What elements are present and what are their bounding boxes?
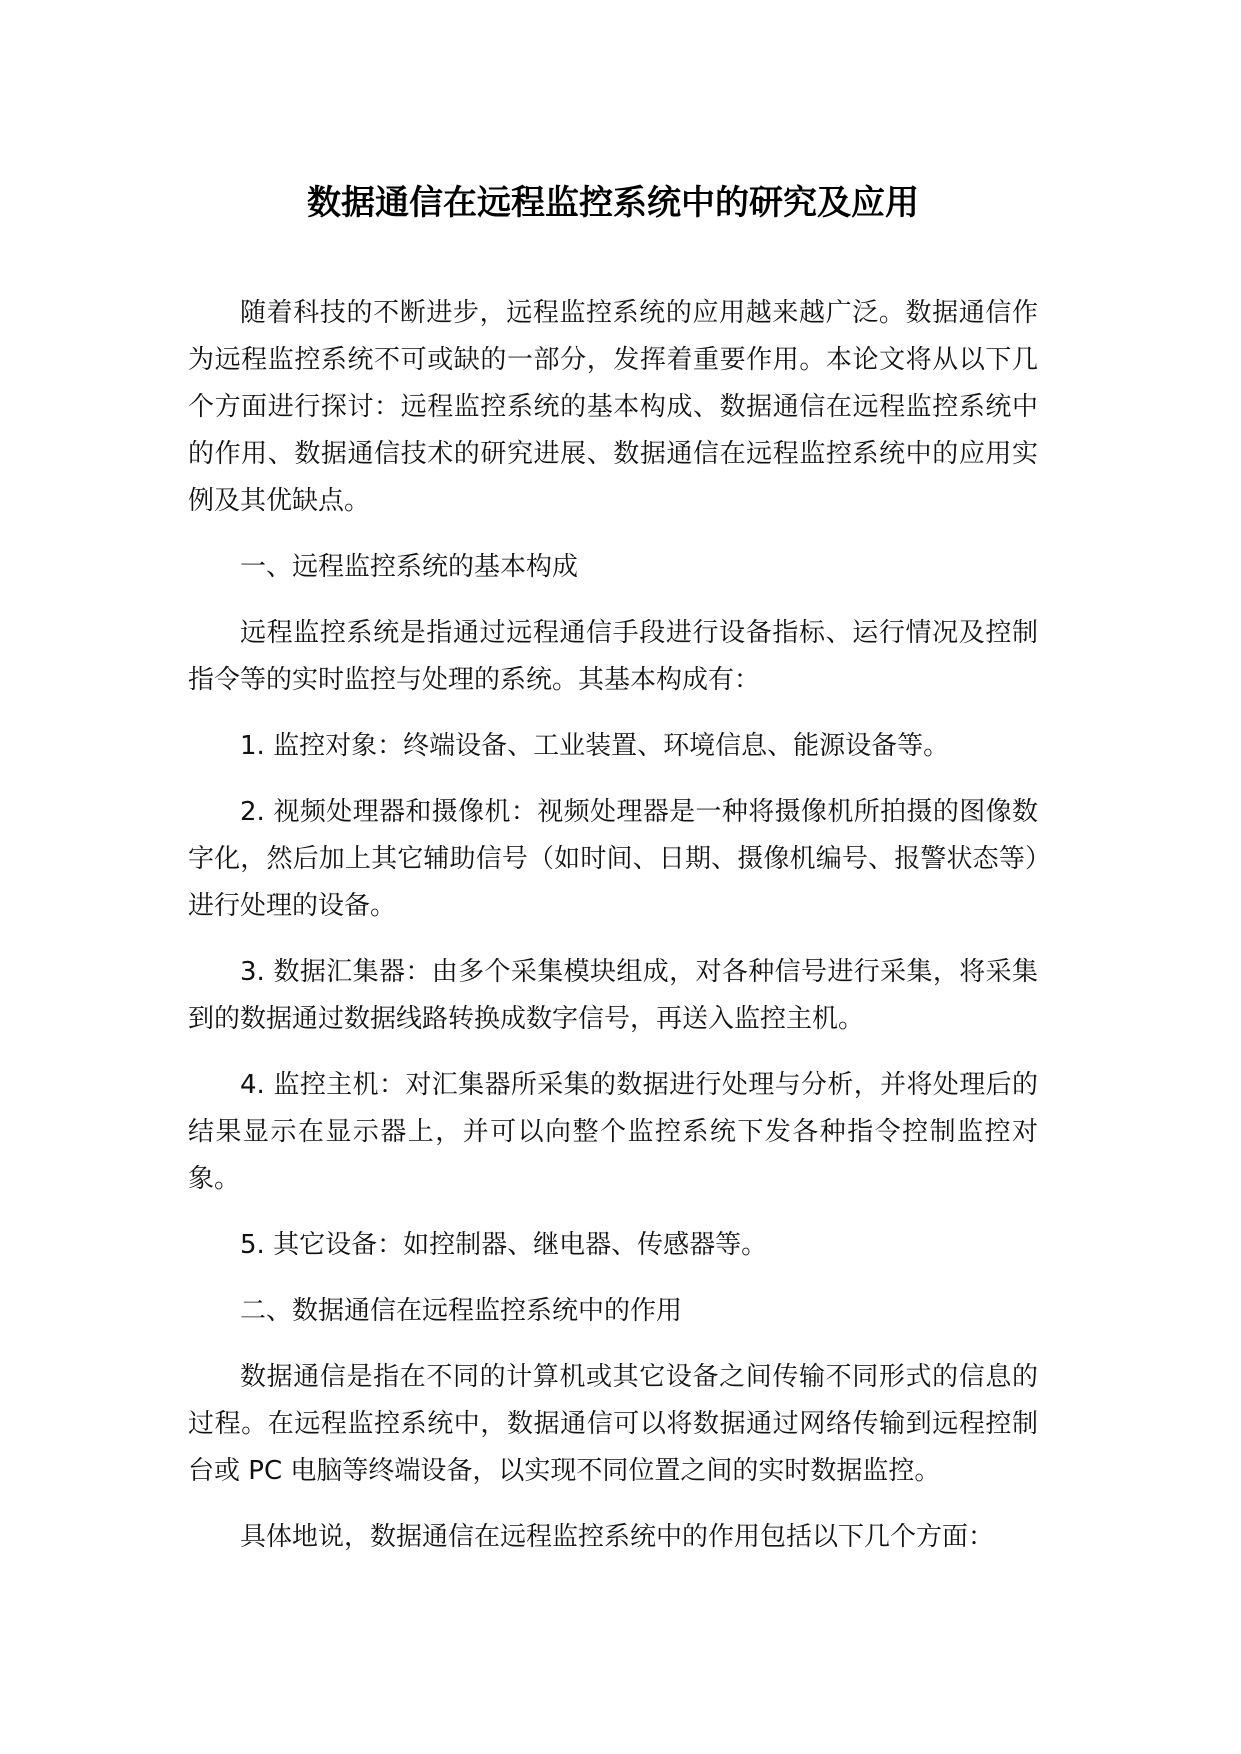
section-heading-2: 二、数据通信在远程监控系统中的作用 [240,1296,683,1326]
list-item-1: 1. 监控对象：终端设备、工业装置、环境信息、能源设备等。 [240,731,950,761]
document-body [188,290,1038,1580]
section-heading-1: 一、远程监控系统的基本构成 [240,552,579,582]
paragraph: 数据通信是指在不同的计算机或其它设备之间传输不同形式的信息的过程。在远程监控系统中，数据通信可以将数据通过网络传输到远程控制台或 PC 电脑等终端设备，以实现不同位置之间的实时数据监控。 [188,1362,1038,1486]
list-item-5: 5. 其它设备：如控制器、继电器、传感器等。 [240,1230,768,1260]
list-item-4: 4. 监控主机：对汇集器所采集的数据进行处理与分析，并将处理后的结果显示在显示器上，并可以向整个监控系统下发各种指令控制监控对象。 [188,1070,1038,1194]
list-item-2: 2. 视频处理器和摄像机：视频处理器是一种将摄像机所拍摄的图像数字化，然后加上其它辅助信号（如时间、日期、摄像机编号、报警状态等）进行处理的设备。 [188,797,1038,921]
paragraph: 远程监控系统是指通过远程通信手段进行设备指标、运行情况及控制指令等的实时监控与处理的系统。其基本构成有： [188,618,1038,695]
intro-paragraph: 随着科技的不断进步，远程监控系统的应用越来越广泛。数据通信作为远程监控系统不可或缺的一部分，发挥着重要作用。本论文将从以下几个方面进行探讨：远程监控系统的基本构成、数据通信在远程监控系统中的作用、数据通信技术的研究进展、数据通信在远程监控系统中的应用实例及其优缺点。 [188,298,1038,516]
list-item-3: 3. 数据汇集器：由多个采集模块组成，对各种信号进行采集，将采集到的数据通过数据线路转换成数字信号，再送入监控主机。 [188,957,1038,1034]
paragraph: 具体地说，数据通信在远程监控系统中的作用包括以下几个方面： [240,1522,995,1552]
document-title: 数据通信在远程监控系统中的研究及应用 [307,183,919,223]
